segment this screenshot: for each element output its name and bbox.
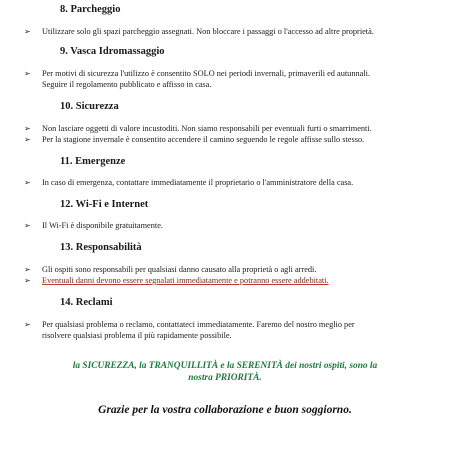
arrow-right-icon: ➢ [24,27,31,36]
arrow-right-icon: ➢ [24,265,31,274]
section-heading-responsabilita: 13. Responsabilità [60,242,142,253]
thanks-message: Grazie per la vostra collaborazione e buon soggiorno. [98,404,352,416]
section-heading-sicurezza: 10. Sicurezza [60,101,119,112]
closing-line-2: nostra PRIORITÀ. [188,373,262,383]
bullet-text-highlighted: Eventuali danni devono essere segnalati immediatamente e potranno essere addebitati. [42,276,329,285]
list-item [24,221,434,232]
bullet-text: Gli ospiti sono responsabili per qualsiasi danno causato alla proprietà o agli arredi. [42,265,317,274]
closing-line-1: la SICUREZZA, la TRANQUILLITÀ e la SERENITÀ dei nostri ospiti, sono la [72,361,378,371]
bullet-text: Utilizzare solo gli spazi parcheggio assegnati. Non bloccare i passaggi o l'accesso ad altre proprietà. [42,27,374,36]
section-heading-reclami: 14. Reclami [60,297,113,308]
bullet-text: Il Wi-Fi è disponibile gratuitamente. [42,221,163,230]
section-heading-wifi: 12. Wi-Fi e Internet [60,199,149,210]
list-item [24,276,434,287]
arrow-right-icon: ➢ [24,124,31,133]
arrow-right-icon: ➢ [24,135,31,144]
list-item [24,320,434,341]
list-item [24,178,434,189]
closing-statement [0,360,450,384]
bullet-text: Per qualsiasi problema o reclamo, contattateci immediatamente. Faremo del nostro meglio per risolvere qualsiasi problema il più rapidamente possibile. [42,320,355,340]
arrow-right-icon: ➢ [24,320,31,329]
list-item [24,27,434,38]
bullet-text: Per motivi di sicurezza l'utilizzo è consentito SOLO nei periodi invernali, primaverili ed autunnali. Seguire il regolamento pubblicato e affisso in casa. [42,69,370,89]
section-heading-vasca: 9. Vasca Idromassaggio [60,46,165,57]
arrow-right-icon: ➢ [24,69,31,78]
arrow-right-icon: ➢ [24,178,31,187]
list-item [24,265,434,276]
bullet-text: Per la stagione invernale è consentito accendere il camino seguendo le regole affisse sullo stesso. [42,135,365,144]
arrow-right-icon: ➢ [24,276,31,285]
section-heading-emergenze: 11. Emergenze [60,156,126,167]
bullet-text: Non lasciare oggetti di valore incustoditi. Non siamo responsabili per eventuali furti o smarrimenti. [42,124,372,133]
bullet-text: In caso di emergenza, contattare immediatamente il proprietario o l'amministratore della casa. [42,178,354,187]
arrow-right-icon: ➢ [24,221,31,230]
list-item [24,124,434,135]
list-item [24,69,434,90]
list-item [24,135,434,146]
section-heading-parcheggio: 8. Parcheggio [60,4,121,15]
